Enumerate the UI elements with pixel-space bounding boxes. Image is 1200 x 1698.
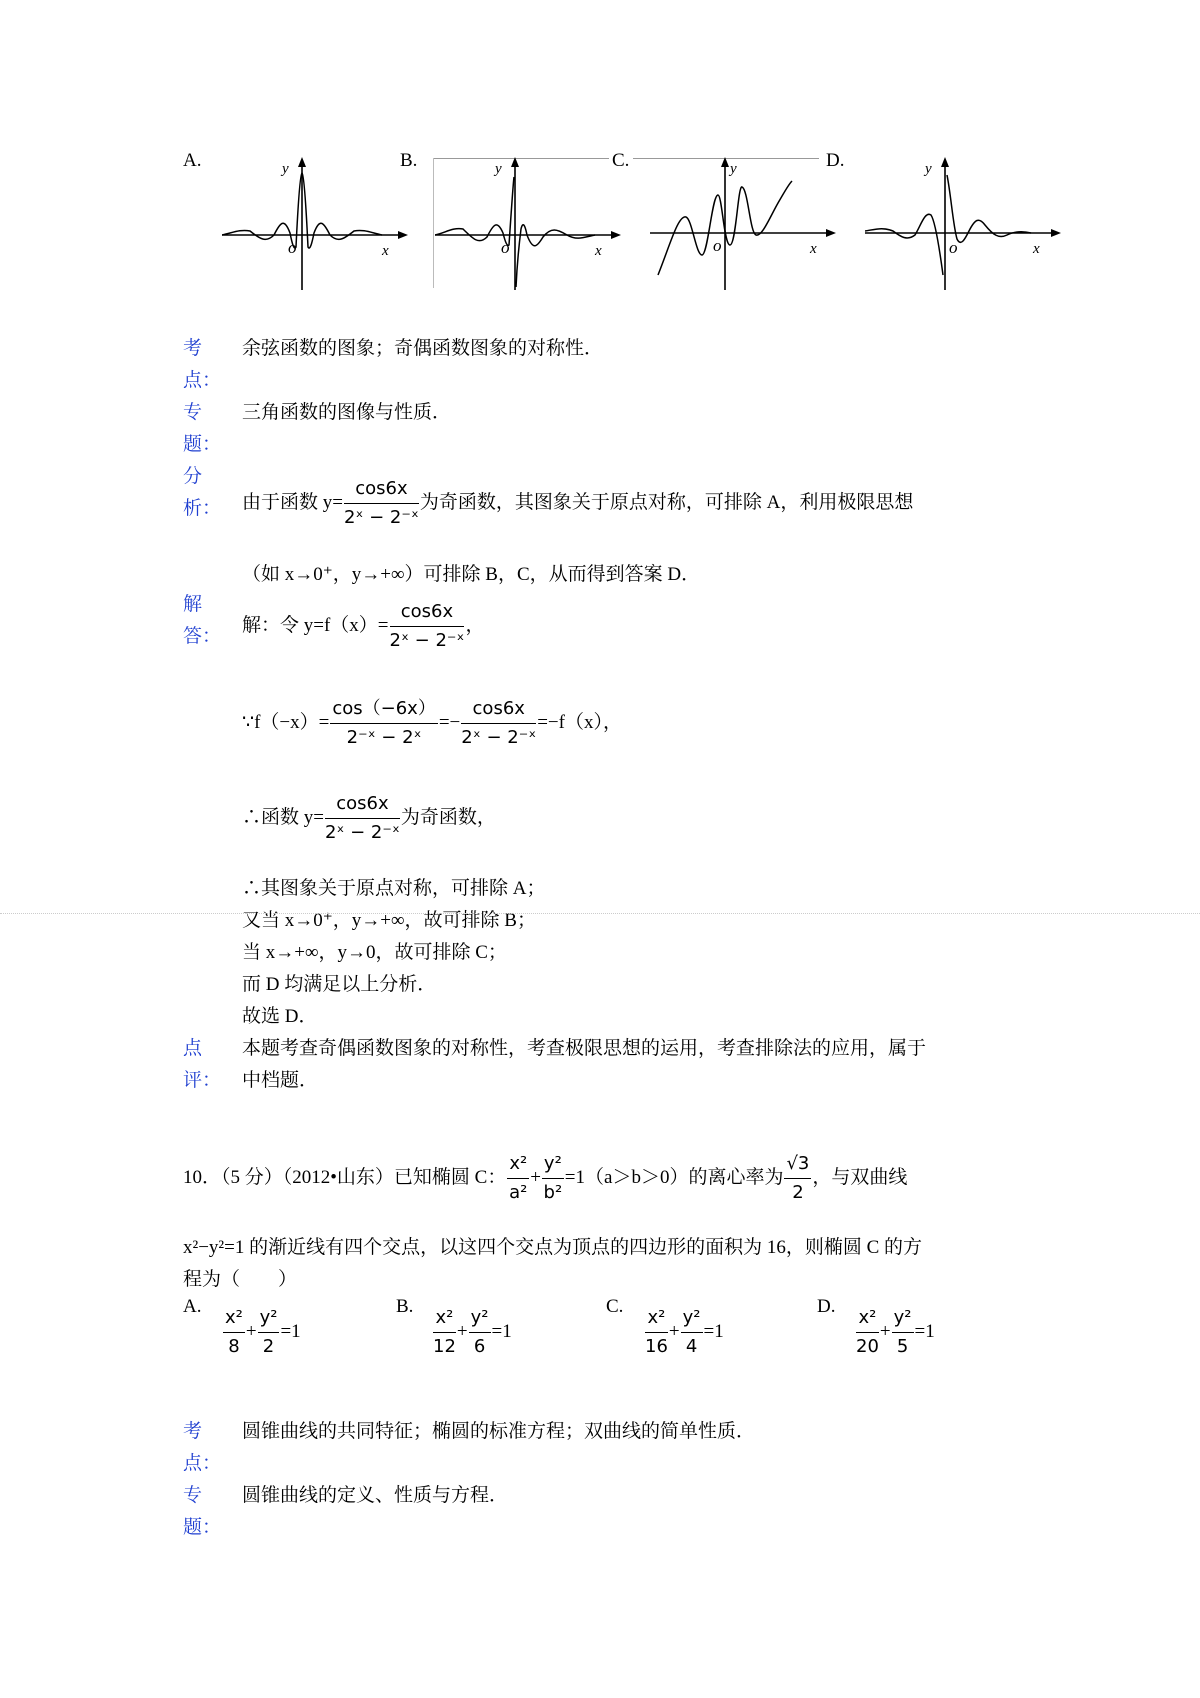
- solution-line-1: [242, 598, 484, 655]
- fraction: [223, 1304, 245, 1361]
- q10-zhuanti-label: [183, 1480, 222, 1544]
- graph-b: [435, 155, 625, 290]
- text-span: ，与双曲线: [812, 1166, 908, 1188]
- fraction-den: 12: [433, 1336, 456, 1357]
- q10-stem-line-2: x²−y²=1 的渐近线有四个交点，以这四个交点为顶点的四边形的面积为 16，则椭圆 C 的方: [183, 1237, 922, 1258]
- fraction: [469, 1304, 491, 1361]
- fraction: [856, 1304, 879, 1361]
- origin-label: o: [713, 236, 722, 255]
- fraction-den: 16: [645, 1336, 668, 1357]
- label-line: 评：: [183, 1070, 222, 1091]
- fraction-den: 4: [685, 1336, 698, 1357]
- fraction: [433, 1304, 456, 1361]
- fraction: [645, 1304, 668, 1361]
- fraction: [681, 1304, 703, 1361]
- fraction-num: x²: [507, 1150, 529, 1179]
- solution-line-2: [242, 695, 622, 752]
- q10-option-b-formula: [432, 1304, 512, 1361]
- text-span: +: [456, 1320, 468, 1342]
- text-span: +: [245, 1320, 257, 1342]
- q10-zhuanti-text: 圆锥曲线的定义、性质与方程．: [242, 1485, 509, 1506]
- axis-x-label: x: [1033, 241, 1040, 257]
- fraction: [892, 1304, 914, 1361]
- fraction-den: 5: [896, 1336, 909, 1357]
- fraction: [258, 1304, 280, 1361]
- option-b-label: B.: [400, 150, 418, 171]
- label-line: 考: [183, 338, 203, 359]
- fraction: [461, 695, 536, 752]
- kaodian-label: [183, 333, 222, 397]
- label-line: 答：: [183, 626, 222, 647]
- q10-stem-line-3: 程为（ ）: [183, 1269, 298, 1290]
- fraction-num: y²: [258, 1304, 280, 1333]
- text-span: =1: [703, 1320, 724, 1342]
- fraction-num: cos6x: [390, 598, 465, 627]
- dianping-line-1: 本题考查奇偶函数图象的对称性，考查极限思想的运用，考查排除法的应用，属于: [242, 1038, 927, 1059]
- label-line: 点: [183, 1038, 203, 1059]
- fraction-den: 2ˣ − 2⁻ˣ: [343, 507, 419, 528]
- zhuanti-label: [183, 397, 222, 461]
- fraction: [784, 1150, 811, 1207]
- label-line: 考: [183, 1421, 203, 1442]
- label-line: 点：: [183, 1453, 222, 1474]
- q10-option-d-formula: [855, 1304, 935, 1361]
- text-span: =−f（x），: [537, 711, 622, 733]
- solution-line-6: 当 x→+∞，y→0，故可排除 C；: [242, 942, 507, 963]
- fraction: [390, 598, 465, 655]
- text-span: 为奇函数，其图象关于原点对称，可排除 A，利用极限思想: [419, 491, 914, 513]
- text-span: +: [668, 1320, 680, 1342]
- text-span: =1（a＞b＞0）的离心率为: [564, 1166, 784, 1188]
- q10-option-a-letter: A.: [183, 1296, 202, 1317]
- option-c-label: C.: [612, 150, 630, 171]
- fraction: [330, 695, 437, 752]
- jieda-label: [183, 589, 222, 653]
- q10-option-a-formula: [222, 1304, 301, 1361]
- axis-y-label: y: [282, 161, 289, 177]
- fraction-den: 2ˣ − 2⁻ˣ: [324, 822, 400, 843]
- fraction-den: 20: [856, 1336, 879, 1357]
- axis-x-label: x: [810, 241, 817, 257]
- text-span: +: [879, 1320, 891, 1342]
- fraction-num: cos6x: [344, 475, 419, 504]
- text-span: 为奇函数，: [400, 806, 496, 828]
- axis-y-label: y: [495, 161, 502, 177]
- text-span: ，: [465, 614, 485, 636]
- q10-kaodian-text: 圆锥曲线的共同特征；椭圆的标准方程；双曲线的简单性质．: [242, 1421, 756, 1442]
- text-span: 10．（5 分）（2012•山东）已知椭圆 C：: [183, 1166, 507, 1188]
- text-span: =1: [914, 1320, 935, 1342]
- frame-line: [433, 158, 434, 288]
- fraction-den: 6: [473, 1336, 486, 1357]
- solution-line-7: 而 D 均满足以上分析．: [242, 974, 437, 995]
- origin-label: o: [288, 238, 297, 257]
- fraction: [507, 1150, 529, 1207]
- label-line: 解: [183, 594, 203, 615]
- axis-x-label: x: [382, 243, 389, 259]
- fraction: [542, 1150, 564, 1207]
- fraction-num: √3: [784, 1150, 811, 1179]
- fenxi-label: [183, 461, 222, 525]
- axis-y-label: y: [730, 161, 737, 177]
- solution-line-3: [242, 790, 496, 847]
- fenxi-line-2: （如 x→0⁺，y→+∞）可排除 B，C，从而得到答案 D．: [242, 564, 701, 585]
- solution-line-5: 又当 x→0⁺，y→+∞，故可排除 B；: [242, 910, 536, 931]
- label-line: 析：: [183, 498, 222, 519]
- fraction-den: b²: [543, 1182, 563, 1203]
- fraction-num: cos6x: [461, 695, 536, 724]
- q10-kaodian-label: [183, 1416, 222, 1480]
- q10-option-b-letter: B.: [396, 1296, 414, 1317]
- fraction-num: x²: [223, 1304, 245, 1333]
- graph-d: [865, 155, 1065, 290]
- fraction-num: y²: [681, 1304, 703, 1333]
- text-span: =1: [491, 1320, 512, 1342]
- fenxi-line-1: [242, 475, 913, 532]
- text-span: =−: [438, 711, 461, 733]
- axis-x-label: x: [595, 243, 602, 259]
- fraction-num: x²: [645, 1304, 668, 1333]
- page-divider: [0, 913, 1200, 914]
- fraction: [325, 790, 400, 847]
- label-line: 题：: [183, 434, 222, 455]
- label-line: 专: [183, 402, 203, 423]
- fraction-num: cos（−6x）: [330, 695, 437, 724]
- q10-option-c-letter: C.: [606, 1296, 624, 1317]
- text-span: ∵f（−x）=: [242, 711, 330, 733]
- fraction-num: x²: [856, 1304, 879, 1333]
- fraction-den: a²: [509, 1182, 528, 1203]
- text-span: 由于函数 y=: [242, 491, 343, 513]
- q10-option-d-letter: D.: [817, 1296, 836, 1317]
- fraction: [344, 475, 419, 532]
- fraction-num: x²: [433, 1304, 456, 1333]
- label-line: 点：: [183, 370, 222, 391]
- dianping-label: [183, 1033, 222, 1097]
- fraction-num: y²: [469, 1304, 491, 1333]
- solution-line-8: 故选 D．: [242, 1006, 318, 1027]
- zhuanti-text: 三角函数的图像与性质．: [242, 402, 452, 423]
- label-line: 专: [183, 1485, 203, 1506]
- solution-line-4: ∴其图象关于原点对称，可排除 A；: [242, 878, 546, 899]
- fraction-den: 2: [262, 1336, 275, 1357]
- graph-a: [222, 155, 412, 290]
- fraction-den: 8: [228, 1336, 240, 1357]
- fraction-num: y²: [892, 1304, 914, 1333]
- label-line: 题：: [183, 1517, 222, 1538]
- text-span: =1: [280, 1320, 301, 1342]
- origin-label: o: [501, 238, 510, 257]
- fraction-num: cos6x: [325, 790, 400, 819]
- q10-stem-line-1: [183, 1150, 907, 1207]
- option-a-label: A.: [183, 150, 202, 171]
- text-span: ∴函数 y=: [242, 806, 324, 828]
- fraction-num: y²: [542, 1150, 564, 1179]
- option-d-label: D.: [826, 150, 845, 171]
- axis-y-label: y: [925, 161, 932, 177]
- fraction-den: 2ˣ − 2⁻ˣ: [389, 630, 465, 651]
- q10-option-c-formula: [644, 1304, 724, 1361]
- label-line: 分: [183, 466, 203, 487]
- graph-c: [650, 155, 840, 290]
- dianping-line-2: 中档题．: [242, 1070, 319, 1091]
- fraction-den: 2⁻ˣ − 2ˣ: [346, 727, 422, 748]
- text-span: +: [530, 1166, 541, 1188]
- fraction-den: 2ˣ − 2⁻ˣ: [461, 727, 537, 748]
- kaodian-text: 余弦函数的图象；奇偶函数图象的对称性．: [242, 338, 604, 359]
- text-span: 解：令 y=f（x）=: [242, 614, 389, 636]
- fraction-den: 2: [792, 1182, 804, 1203]
- origin-label: o: [949, 238, 958, 257]
